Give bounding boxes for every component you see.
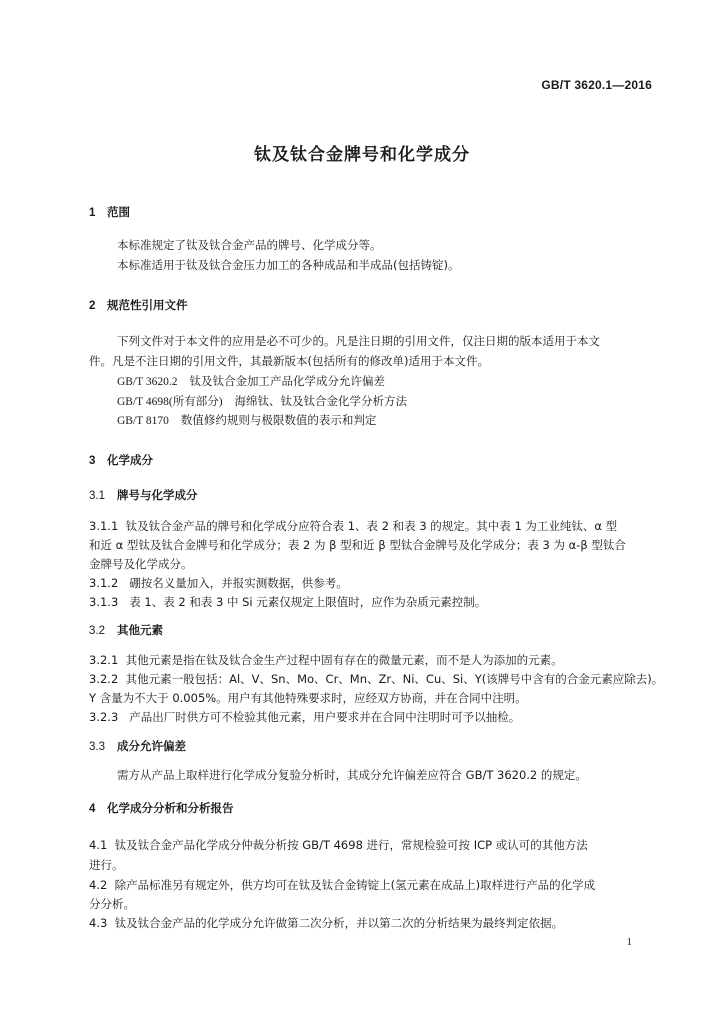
clause-text: 其他元素一般包括：Al、V、Sn、Mo、Cr、Mn、Zr、Ni、Cu、Si、Y(该牌号中含有的合金元素应除去)。 <box>125 672 664 686</box>
subsection-number: 3.2 <box>89 625 105 637</box>
subsection-3-3-heading <box>89 738 186 754</box>
scope-paragraph-2: 本标准适用于钛及钛合金压力加工的各种成品和半成品(包括铸锭)。 <box>117 258 460 272</box>
clause-text: 表 1、表 2 和表 3 中 Si 元素仅规定上限值时，应作为杂质元素控制。 <box>129 595 487 609</box>
clause-number: 3.1.2 <box>89 576 119 590</box>
standard-code: GB/T 3620.1—2016 <box>541 78 652 92</box>
clause-number: 4.1 <box>89 838 108 852</box>
clause-number: 3.2.2 <box>89 672 119 686</box>
section-number: 4 <box>89 803 96 815</box>
scope-paragraph-1: 本标准规定了钛及钛合金产品的牌号、化学成分等。 <box>117 238 382 252</box>
clause-3-2-2-line-1 <box>89 670 663 689</box>
reference-item <box>117 373 385 389</box>
clause-3-1-1-line-2: 和近 α 型钛及钛合金牌号和化学成分；表 2 为 β 型和近 β 型钛合金牌号及化学成分；表 3 为 α-β 型钛合 <box>89 538 626 552</box>
clause-number: 3.2.1 <box>89 653 119 667</box>
reference-code: GB/T 4698(所有部分) <box>117 396 223 408</box>
clause-text: 其他元素是指在钛及钛合金生产过程中固有存在的微量元素，而不是人为添加的元素。 <box>125 653 563 667</box>
section-4-heading <box>89 800 234 816</box>
section-3-heading <box>89 452 153 468</box>
subsection-3-1-heading <box>89 487 198 503</box>
clause-text: 钛及钛合金产品化学成分仲裁分析按 GB/T 4698 进行，常规检验可按 ICP 或认可的其他方法 <box>114 838 588 852</box>
clause-4-2-line-2: 分分析。 <box>89 897 135 911</box>
normref-line-2: 件。凡是不注日期的引用文件，其最新版本(包括所有的修改单)适用于本文件。 <box>89 354 489 368</box>
reference-code: GB/T 3620.2 <box>117 376 178 388</box>
clause-3-2-2-line-2: Y 含量为不大于 0.005%。用户有其他特殊要求时，应经双方协商，并在合同中注明。 <box>89 691 527 705</box>
section-title: 规范性引用文件 <box>107 298 188 312</box>
clause-number: 3.2.3 <box>89 710 119 724</box>
clause-3-2-1 <box>89 651 563 670</box>
clause-3-1-1-line-1 <box>89 517 617 536</box>
clause-number: 4.3 <box>89 916 108 930</box>
subsection-title: 牌号与化学成分 <box>117 488 198 502</box>
subsection-number: 3.1 <box>89 490 105 502</box>
subsection-title: 成分允许偏差 <box>117 739 186 753</box>
subsection-title: 其他元素 <box>117 623 163 637</box>
clause-text: 钛及钛合金产品的牌号和化学成分应符合表 1、表 2 和表 3 的规定。其中表 1 为工业纯钛、α 型 <box>125 519 618 533</box>
section-title: 化学成分分析和分析报告 <box>107 801 234 815</box>
reference-item <box>117 393 407 409</box>
document-title: 钛及钛合金牌号和化学成分 <box>254 145 470 165</box>
clause-number: 3.1.1 <box>89 519 119 533</box>
clause-3-2-3 <box>89 708 520 727</box>
clause-number: 3.1.3 <box>89 595 119 609</box>
section-title: 范围 <box>107 205 130 219</box>
section-number: 1 <box>89 207 96 219</box>
reference-title: 钛及钛合金加工产品化学成分允许偏差 <box>189 374 385 388</box>
clause-3-3-paragraph: 需方从产品上取样进行化学成分复验分析时，其成分允许偏差应符合 GB/T 3620.2 的规定。 <box>117 768 587 782</box>
normref-line-1: 下列文件对于本文件的应用是必不可少的。凡是注日期的引用文件，仅注日期的版本适用于本文 <box>117 334 600 348</box>
page-number: 1 <box>626 936 632 948</box>
clause-3-1-1-line-3: 金牌号及化学成分。 <box>89 557 193 571</box>
clause-3-1-2 <box>89 574 348 593</box>
clause-text: 产品出厂时供方可不检验其他元素，用户要求并在合同中注明时可予以抽检。 <box>129 710 521 724</box>
clause-4-2-line-1 <box>89 876 595 895</box>
reference-code: GB/T 8170 <box>117 415 169 427</box>
reference-title: 数值修约规则与极限数值的表示和判定 <box>180 413 377 427</box>
clause-3-1-3 <box>89 593 486 612</box>
subsection-3-2-heading <box>89 622 163 638</box>
reference-title: 海绵钛、钛及钛合金化学分析方法 <box>234 394 408 408</box>
section-number: 2 <box>89 300 96 312</box>
clause-text: 除产品标准另有规定外，供方均可在钛及钛合金铸锭上(氢元素在成品上)取样进行产品的化学成 <box>114 878 596 892</box>
section-1-heading <box>89 204 130 220</box>
clause-4-1-line-1 <box>89 836 588 855</box>
clause-text: 硼按名义量加入，并报实测数据，供参考。 <box>129 576 348 590</box>
section-title: 化学成分 <box>107 453 153 467</box>
clause-4-1-line-2: 进行。 <box>89 858 124 872</box>
reference-item <box>117 412 376 428</box>
clause-text: 钛及钛合金产品的化学成分允许做第二次分析，并以第二次的分析结果为最终判定依据。 <box>114 916 564 930</box>
section-number: 3 <box>89 455 96 467</box>
subsection-number: 3.3 <box>89 741 105 753</box>
section-2-heading <box>89 297 188 313</box>
clause-number: 4.2 <box>89 878 108 892</box>
clause-4-3 <box>89 914 563 933</box>
